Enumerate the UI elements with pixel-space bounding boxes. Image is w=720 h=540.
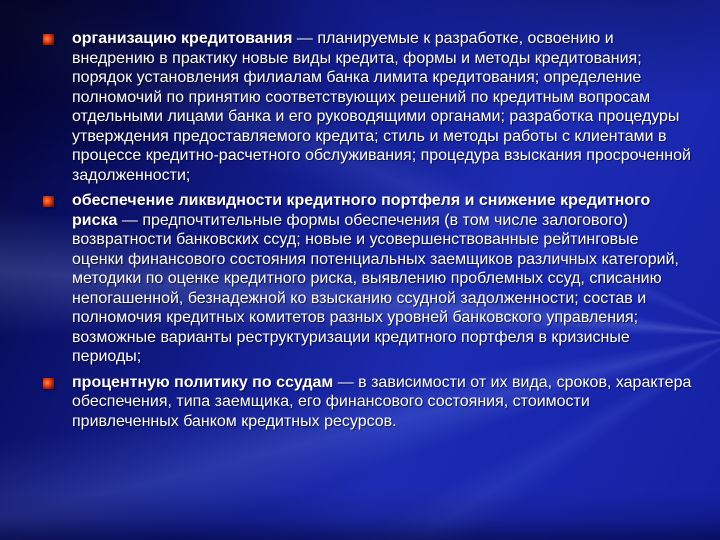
- bullet-list: [0, 29, 720, 437]
- bullet-bold-lead: организацию кредитования: [72, 30, 293, 47]
- list-item: [72, 29, 694, 185]
- bullet-square-icon: [43, 34, 54, 45]
- bullet-square-icon: [43, 378, 54, 389]
- bullet-body-text: — предпочтительные формы обеспечения (в том числе залогового) возвратности банковских ссуд; новые и усовершенствованные рейтинговые оценки финансового состояния потенциальных заемщиков различных категорий, методики по оценке кредитного риска, выявлению проблемных ссуд, списанию непогашенной, безнадежной ко взысканию ссудной задолженности; состав и полномочия кредитных комитетов разных уровней банковского управления; возможные варианты реструктуризации кредитного портфеля в кризисные периоды;: [72, 211, 679, 365]
- bullet-bold-lead: обеспечение ликвидности кредитного портфеля и снижение кредитного риска: [72, 192, 651, 229]
- list-item: [72, 191, 694, 367]
- list-item: [72, 373, 694, 432]
- bullet-body-text: — планируемые к разработке, освоению и внедрению в практику новые виды кредита, формы и методы кредитования; порядок установления филиалам банка лимита кредитования; определение полномочий по принятию соответствующих решений по кредитным вопросам отдельными лицами банка и его руководящими органами; разработка процедуры утверждения предоставляемого кредита; стиль и методы работы с клиентами в процессе кредитно-расчетного обслуживания; процедура взыскания просроченной задолженности;: [72, 30, 691, 184]
- bullet-square-icon: [43, 196, 54, 207]
- bullet-bold-lead: процентную политику по ссудам: [72, 373, 334, 391]
- bullet-body-text: — в зависимости от их вида, сроков, характера обеспечения, типа заемщика, его финансового состояния, стоимости привлеченных банком кредитных ресурсов.: [72, 373, 692, 430]
